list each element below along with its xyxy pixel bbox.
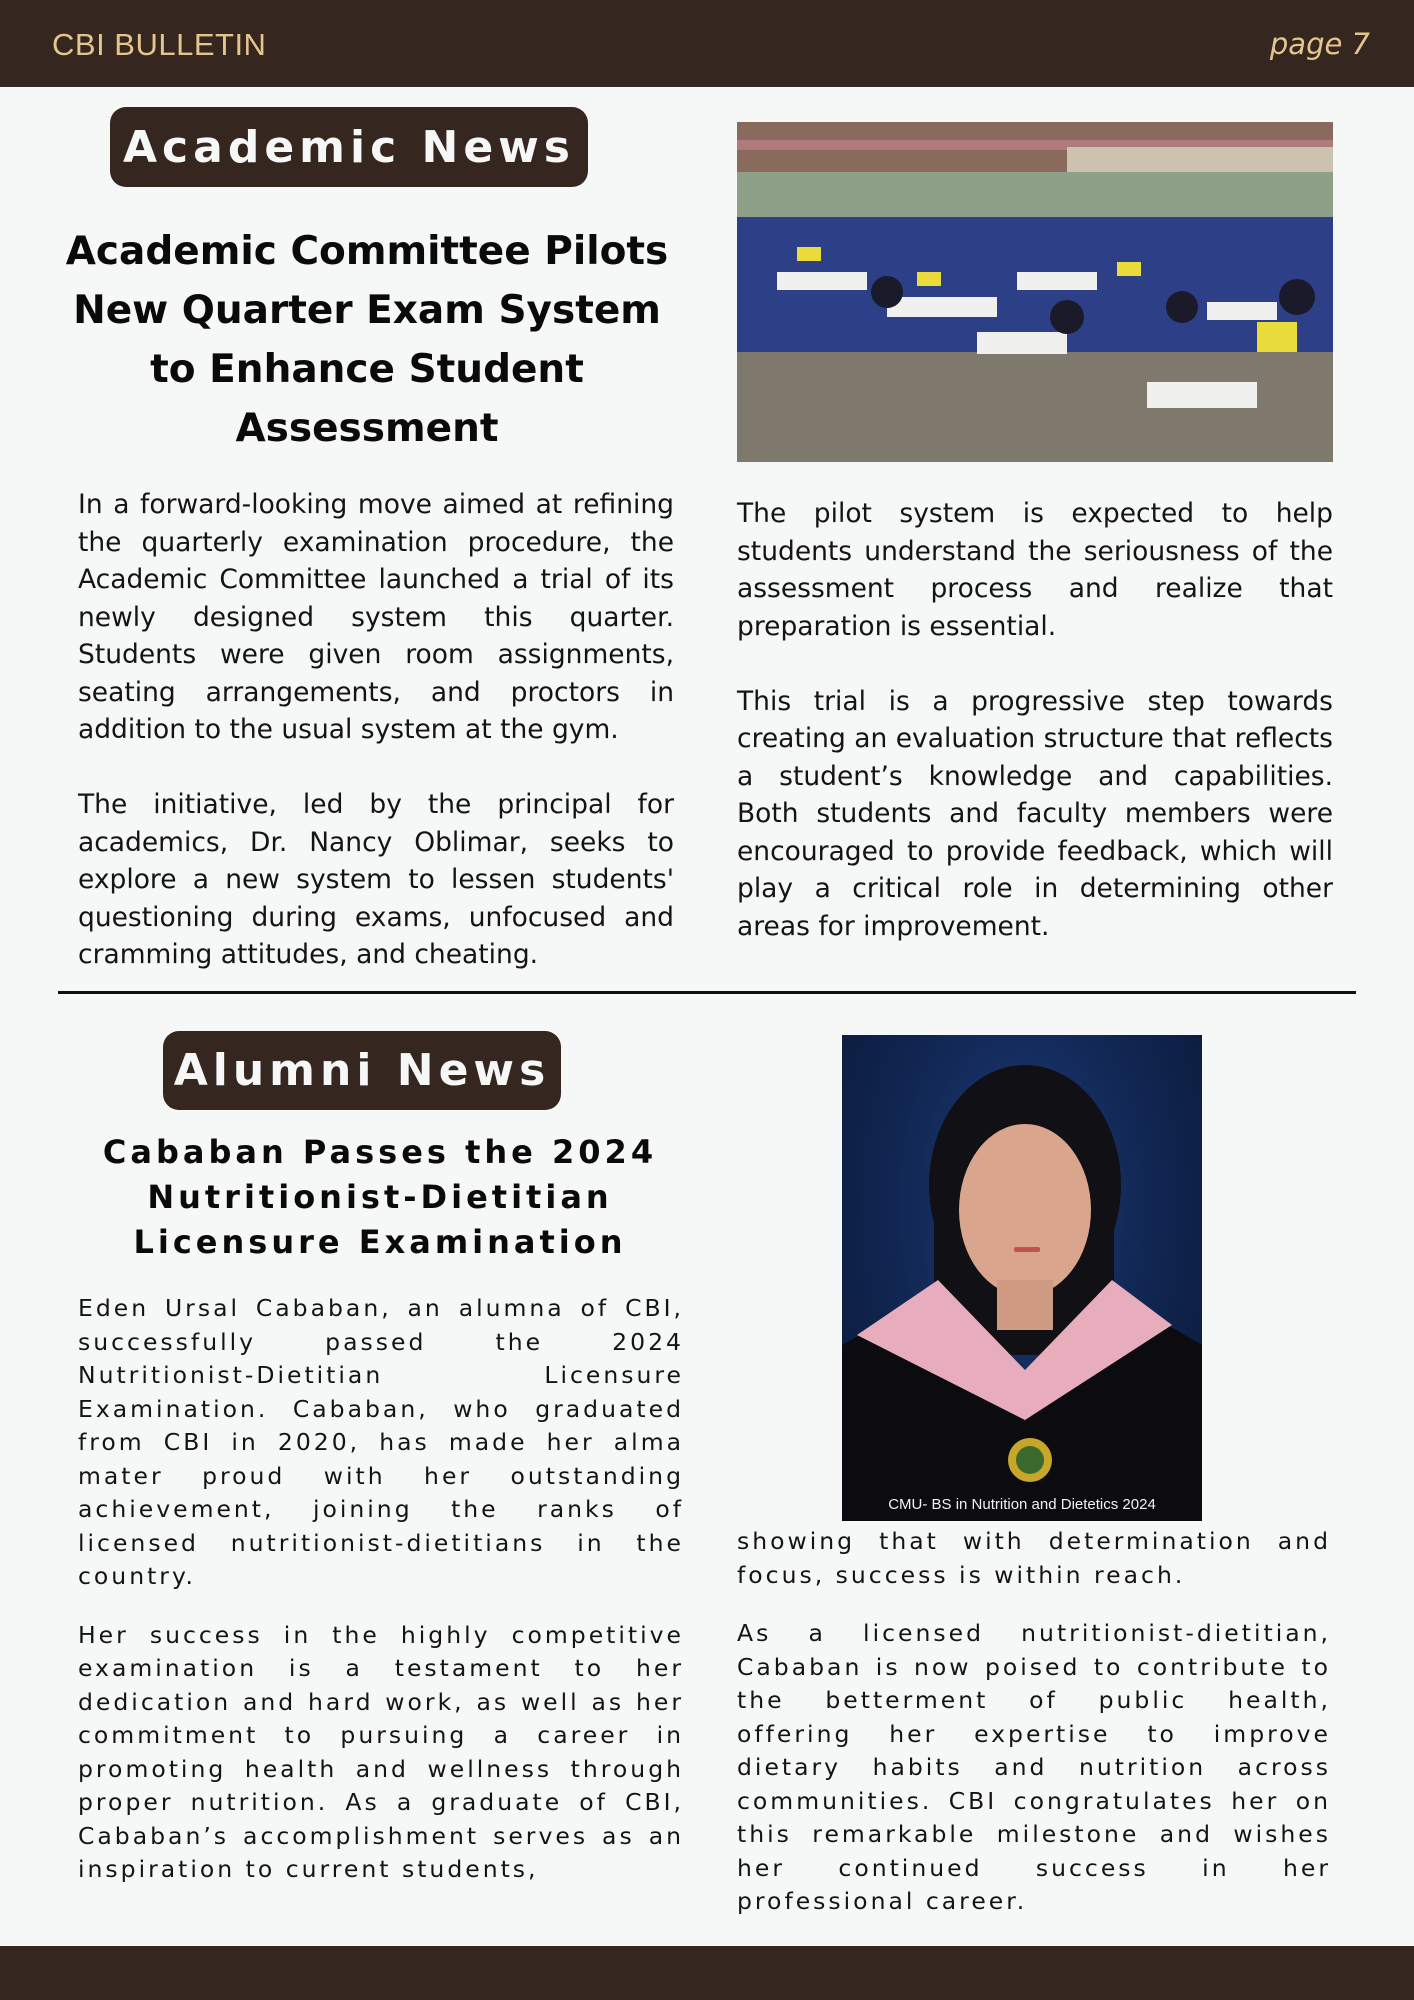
- academic-paragraph: This trial is a progressive step towards creating an evaluation structure that reflects a student’s knowledge and capabilities. Both students and faculty members were encouraged to provide feedback, which will play a critical role in determining other areas for improvement.: [737, 685, 1333, 942]
- academic-news-label: Academic News: [110, 107, 588, 187]
- alumni-paragraph: showing that with determination and focus, success is within reach.: [737, 1527, 1331, 1589]
- alumni-article-left: [78, 1292, 684, 1887]
- academic-paragraph: The pilot system is expected to help students understand the seriousness of the assessment process and realize that preparation is essential.: [737, 498, 1333, 642]
- bulletin-title: CBI BULLETIN: [52, 27, 267, 62]
- header-bar: [0, 0, 1414, 87]
- exam-hall-image: [737, 122, 1333, 462]
- alumni-article-right: [737, 1525, 1331, 1919]
- academic-headline: Academic Committee Pilots New Quarter Exam System to Enhance Student Assessment: [65, 229, 669, 451]
- exam-hall-photo: [737, 122, 1333, 462]
- alumni-paragraph: As a licensed nutritionist-dietitian, Cababan is now poised to contribute to the betterment of public health, offering her expertise to improve dietary habits and nutrition across communities. CBI congratulates her on this remarkable milestone and wishes her continued success in her professional career.: [737, 1619, 1331, 1915]
- alumni-paragraph: Her success in the highly competitive examination is a testament to her dedication and hard work, as well as her commitment to pursuing a career in promoting health and wellness through proper nutrition. As a graduate of CBI, Cababan’s accomplishment serves as an inspiration to current students,: [78, 1620, 684, 1883]
- footer-bar: [0, 1946, 1414, 2000]
- academic-article-right: [737, 495, 1333, 945]
- graduate-portrait: [842, 1035, 1202, 1521]
- page-number: page 7: [1269, 27, 1370, 61]
- graduate-portrait-image: [842, 1035, 1202, 1521]
- academic-paragraph: In a forward-looking move aimed at refining the quarterly examination procedure, the Academic Committee launched a trial of its newly designed system this quarter. Students were given room assignments, seating arrangements, and proctors in addition to the usual system at the gym.: [78, 489, 674, 745]
- academic-paragraph: The initiative, led by the principal for academics, Dr. Nancy Oblimar, seeks to explore a new system to lessen students' questioning during exams, unfocused and cramming attitudes, and cheating.: [78, 789, 674, 970]
- alumni-news-label: Alumni News: [163, 1031, 561, 1110]
- portrait-caption: CMU- BS in Nutrition and Dietetics 2024: [888, 1496, 1156, 1513]
- alumni-headline: Cababan Passes the 2024 Nutritionist-Dietitian Licensure Examination: [102, 1133, 658, 1261]
- alumni-paragraph: Eden Ursal Cababan, an alumna of CBI, successfully passed the 2024 Nutritionist-Dietitian Licensure Examination. Cababan, who graduated from CBI in 2020, has made her alma mater proud with her outstanding achievement, joining the ranks of licensed nutritionist-dietitians in the country.: [78, 1294, 684, 1590]
- academic-article-left: [78, 486, 674, 974]
- section-divider: [58, 991, 1356, 994]
